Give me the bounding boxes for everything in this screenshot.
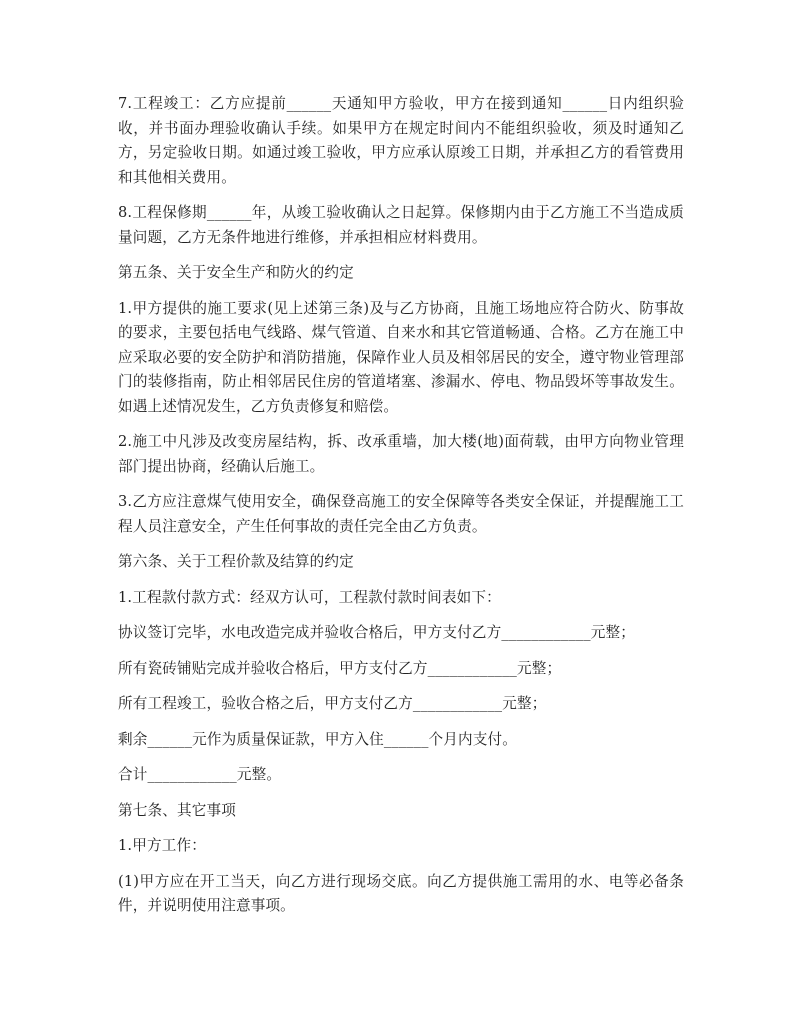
party-a-work-item-1: (1)甲方应在开工当天，向乙方进行现场交底。向乙方提供施工需用的水、电等必备条件，并说明使用注意事项。: [118, 872, 684, 914]
article-five-heading: 第五条、关于安全生产和防火的约定: [118, 264, 354, 281]
article-seven-heading: 第七条、其它事项: [118, 801, 236, 819]
clause-completion-paragraph: 7.工程竣工：乙方应提前______天通知甲方验收，甲方在接到通知______日内组织验收，并书面办理验收确认手续。如果甲方在规定时间内不能组织验收，须及时通知乙方，另定验收日期。如通过竣工验收，甲方应承认原竣工日期，并承担乙方的看管费用和其他相关费用。: [118, 95, 684, 186]
payment-total: 合计____________元整。: [118, 766, 282, 783]
party-a-work-heading: 1.甲方工作：: [118, 837, 206, 854]
safety-item-1-paragraph: 1.甲方提供的施工要求(见上述第三条)及与乙方协商，且施工场地应符合防火、防事故的要求，主要包括电气线路、煤气管道、自来水和其它管道畅通、合格。乙方在施工中应采取必要的安全防护和消防措施，保障作业人员及相邻居民的安全，遵守物业管理部门的装修指南，防止相邻居民住房的管道堵塞、渗漏水、停电、物品毁坏等事故发生。如遇上述情况发生，乙方负责修复和赔偿。: [118, 299, 684, 415]
safety-item-2-paragraph: 2.施工中凡涉及改变房屋结构，拆、改承重墙，加大楼(地)面荷载，由甲方向物业管理部门提出协商，经确认后施工。: [118, 433, 684, 475]
document-body: [118, 92, 684, 930]
payment-retention: 剩余______元作为质量保证款，甲方入住______个月内支付。: [118, 730, 517, 748]
payment-stage-2: 所有瓷砖铺贴完成并验收合格后，甲方支付乙方____________元整；: [118, 659, 562, 677]
payment-stage-1: 协议签订完毕，水电改造完成并验收合格后，甲方支付乙方____________元整；: [118, 624, 635, 641]
payment-method-paragraph: 1.工程款付款方式：经双方认可，工程款付款时间表如下：: [118, 588, 501, 606]
safety-item-3-paragraph: 3.乙方应注意煤气使用安全，确保登高施工的安全保障等各类安全保证，并提醒施工工程人员注意安全，产生任何事故的责任完全由乙方负责。: [118, 493, 684, 535]
clause-warranty-paragraph: 8.工程保修期______年，从竣工验收确认之日起算。保修期内由于乙方施工不当造成质量问题，乙方无条件地进行维修，并承担相应材料费用。: [118, 204, 684, 246]
article-six-heading: 第六条、关于工程价款及结算的约定: [118, 553, 354, 570]
payment-stage-3: 所有工程竣工，验收合格之后，甲方支付乙方____________元整；: [118, 695, 547, 712]
